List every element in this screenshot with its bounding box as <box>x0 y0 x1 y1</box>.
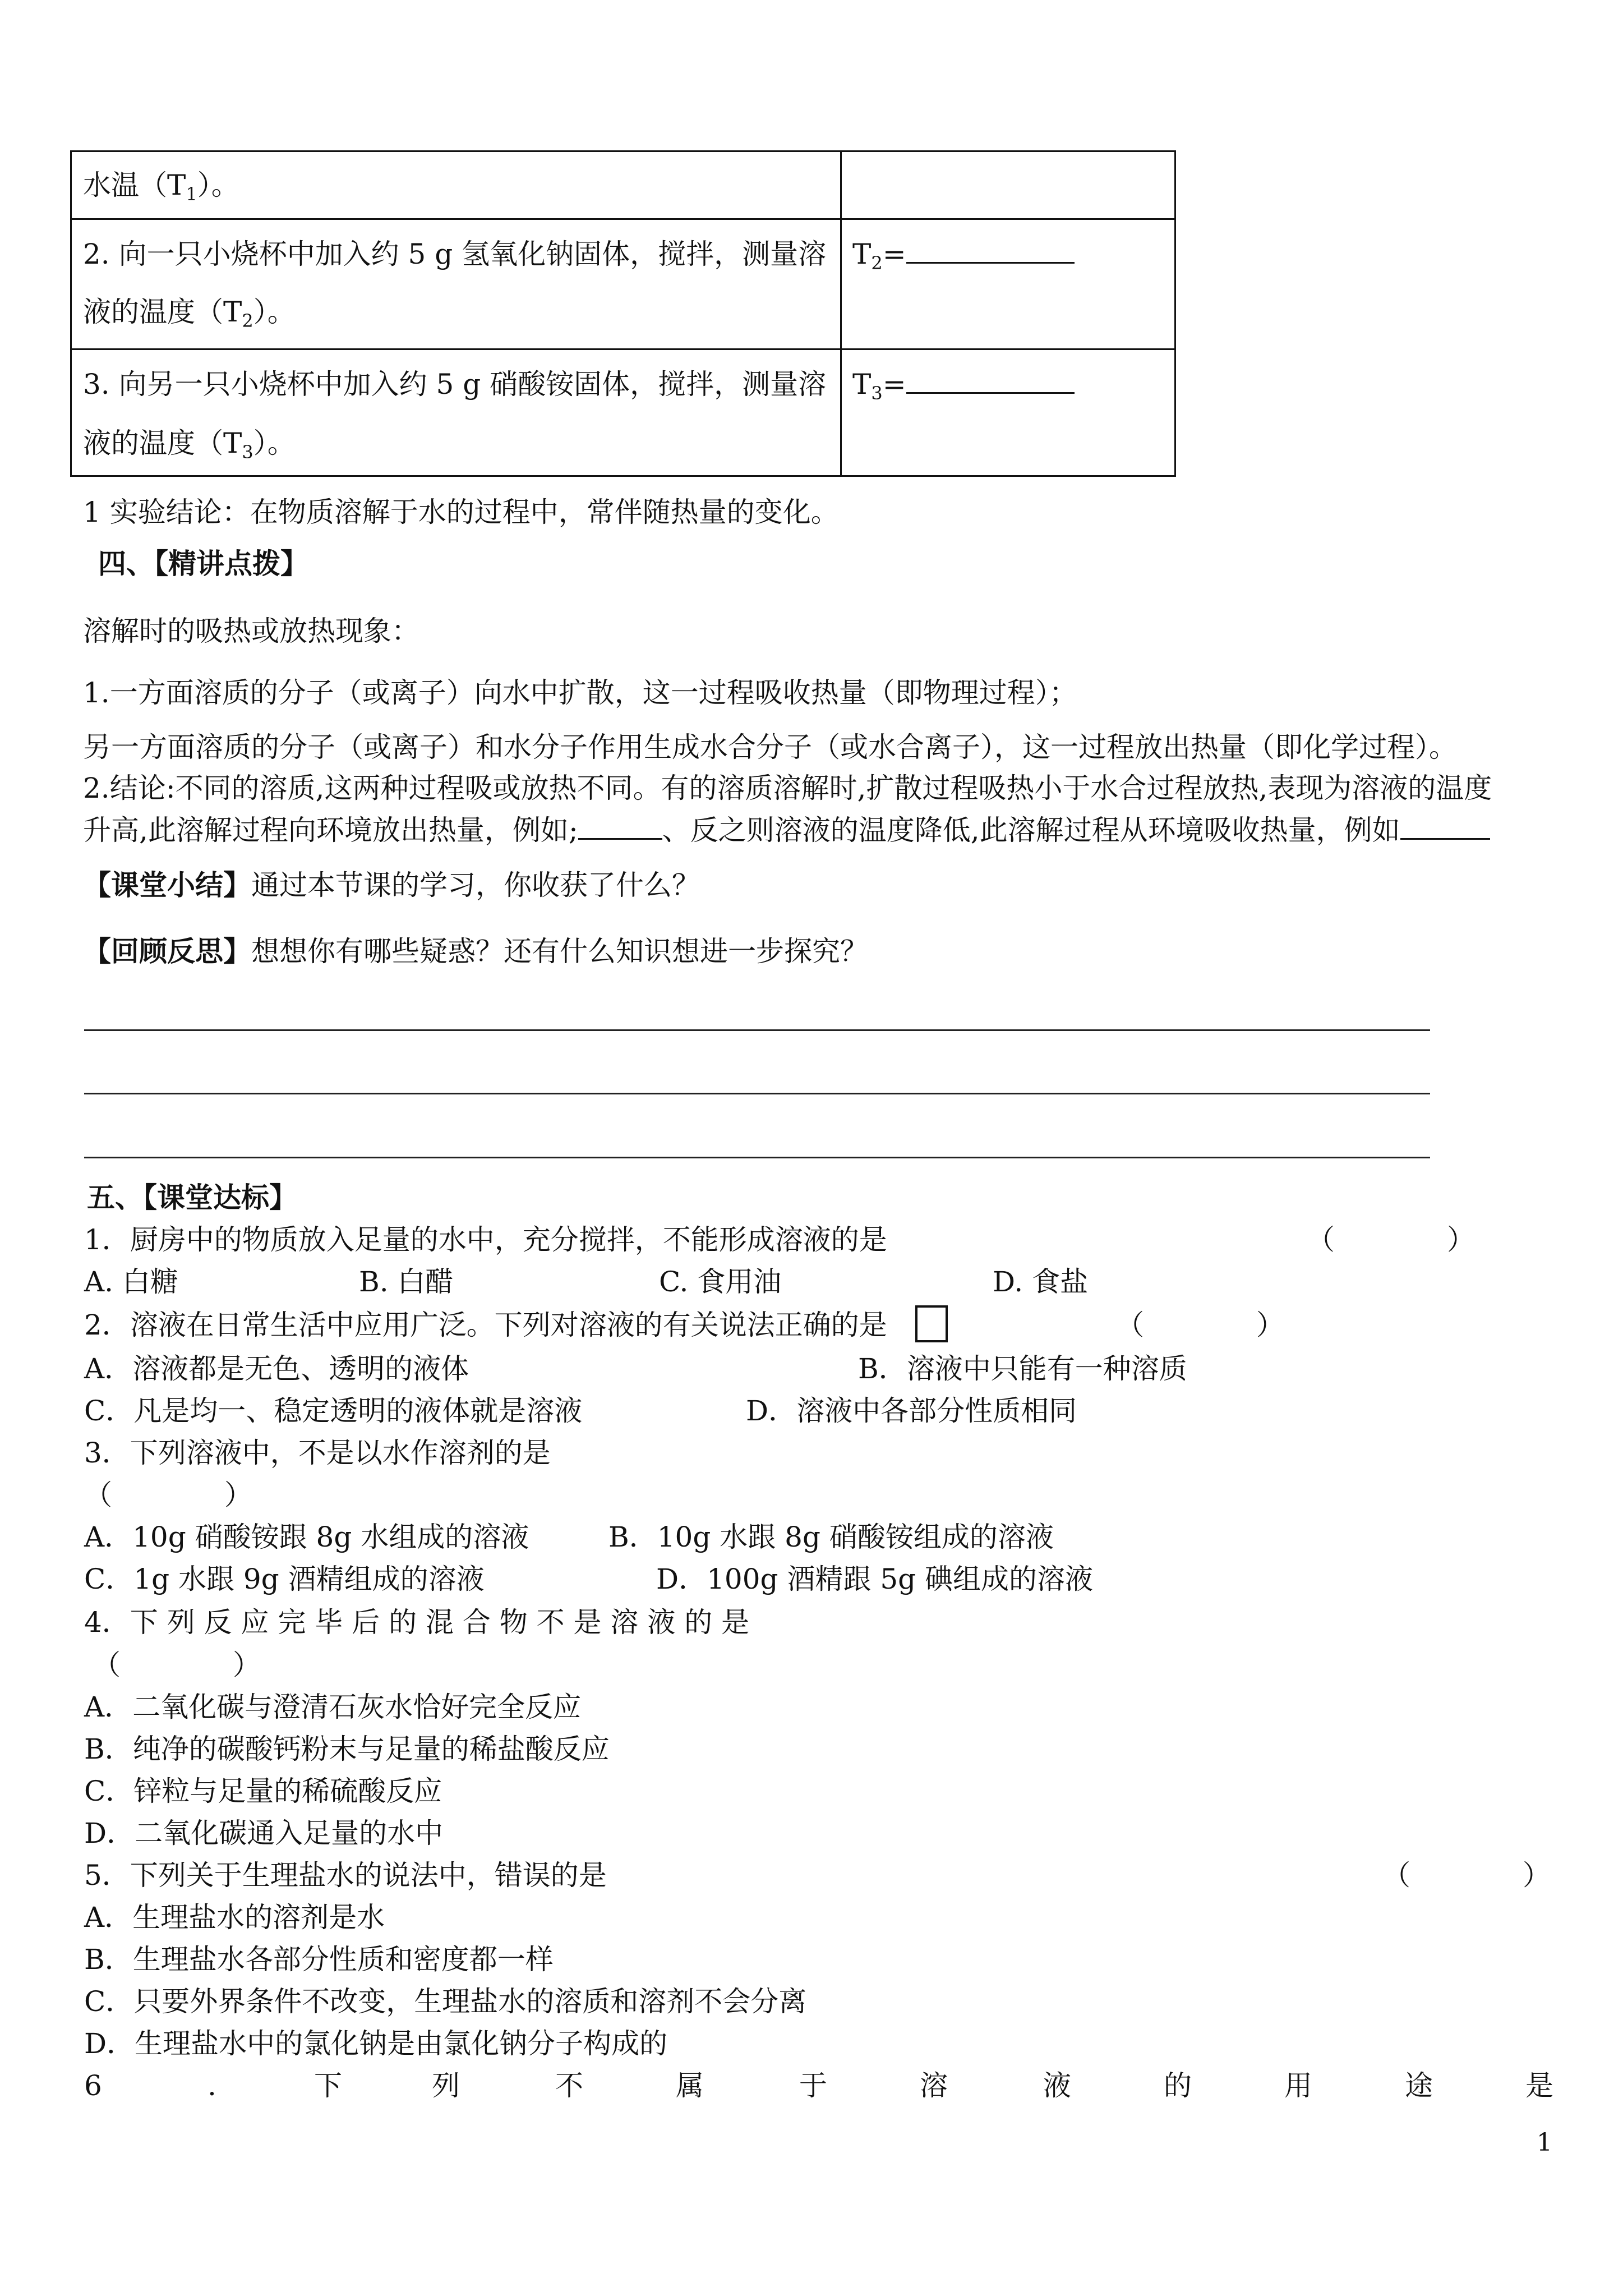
question4-option-a: A．二氧化碳与澄清石灰水恰好完全反应 <box>84 1691 582 1723</box>
section4-paragraph2: 另一方面溶质的分子（或离子）和水分子作用生成水合分子（或水合离子），这一过程放出热量（即化学过程）。 <box>83 731 1457 763</box>
question6-word: 6 <box>84 2069 102 2102</box>
experiment-conclusion: 1 实验结论：在物质溶解于水的过程中，常伴随热量的变化。 <box>83 496 839 528</box>
table-row3-step-line2: 液的温度$(T_3)$。 <box>83 427 296 463</box>
question6-word: 溶 <box>920 2069 948 2102</box>
writing-line[interactable] <box>84 1093 1430 1094</box>
section4-paragraph1: 1.一方面溶质的分子（或离子）向水中扩散，这一过程吸收热量（即物理过程）； <box>83 677 1077 709</box>
question1-option-d: D. 食盐 <box>993 1266 1089 1298</box>
question2-option-c: C．凡是均一、稳定透明的液体就是溶液 <box>84 1395 583 1427</box>
question3-option-b: B．10g 水跟 8g 硝酸铵组成的溶液 <box>608 1521 1054 1553</box>
table-row-divider <box>72 348 1174 350</box>
question1-option-a: A. 白糖 <box>84 1266 178 1298</box>
question4-option-c: C．锌粒与足量的稀硫酸反应 <box>84 1775 442 1807</box>
answer-blank[interactable] <box>906 370 1075 394</box>
question6-word: 是 <box>1525 2069 1553 2102</box>
question1-stem: 1．厨房中的物质放入足量的水中，充分搅拌，不能形成溶液的是 <box>84 1223 887 1256</box>
table-row2-step-line1: 2. 向一只小烧杯中加入约 5 g 氢氧化钠固体，搅拌，测量溶 <box>83 238 827 270</box>
answer-blank[interactable] <box>1400 816 1490 840</box>
question4-option-d: D．二氧化碳通入足量的水中 <box>84 1817 444 1849</box>
section4-heading: 四、【精讲点拨】 <box>98 547 308 580</box>
question6-word: 的 <box>1164 2069 1192 2102</box>
question1-option-c: C. 食用油 <box>659 1266 782 1298</box>
question2-stem: 2．溶液在日常生活中应用广泛。下列对溶液的有关说法正确的是 <box>84 1309 887 1341</box>
table-row3-step-line1: 3. 向另一只小烧杯中加入约 5 g 硝酸铵固体，搅拌，测量溶 <box>83 368 827 401</box>
table-row-divider <box>72 218 1174 220</box>
question2-answer-paren[interactable]: （ ） <box>1116 1309 1284 1341</box>
question2-option-b: B．溶液中只能有一种溶质 <box>858 1352 1187 1385</box>
question1-option-b: B. 白醋 <box>359 1266 454 1298</box>
question3-stem: 3．下列溶液中，不是以水作溶剂的是 <box>84 1437 551 1469</box>
answer-blank[interactable] <box>578 816 662 840</box>
question6-word: 于 <box>799 2069 827 2102</box>
question5-answer-paren[interactable]: （ ） <box>1382 1859 1551 1892</box>
answer-blank[interactable] <box>906 240 1075 264</box>
answer-box[interactable] <box>915 1305 948 1342</box>
question5-option-d: D．生理盐水中的氯化钠是由氯化钠分子构成的 <box>84 2027 668 2060</box>
table-row1-step: 水温$(T_1)$。 <box>83 169 239 205</box>
writing-line[interactable] <box>84 1157 1430 1158</box>
writing-line[interactable] <box>84 1029 1430 1031</box>
question3-option-d: D．100g 酒精跟 5g 碘组成的溶液 <box>656 1563 1094 1595</box>
question1-answer-paren[interactable]: （ ） <box>1307 1223 1475 1256</box>
question6-word: . <box>208 2069 216 2102</box>
question4-option-b: B．纯净的碳酸钙粉末与足量的稀盐酸反应 <box>84 1733 610 1765</box>
question5-option-c: C．只要外界条件不改变，生理盐水的溶质和溶剂不会分离 <box>84 1985 807 2018</box>
question3-option-a: A．10g 硝酸铵跟 8g 水组成的溶液 <box>84 1521 529 1553</box>
table-column-divider <box>840 152 842 475</box>
question5-option-a: A．生理盐水的溶剂是水 <box>84 1901 385 1934</box>
question6-word: 不 <box>555 2069 583 2102</box>
class-summary: 【课堂小结】通过本节课的学习，你收获了什么？ <box>83 869 700 901</box>
section4-conclusion-line1: 2.结论:不同的溶质,这两种过程吸或放热不同。有的溶质溶解时,扩散过程吸热小于水合过程放热,表现为溶液的温度 <box>83 772 1492 804</box>
question6-word: 液 <box>1043 2069 1071 2102</box>
review-reflection: 【回顾反思】想想你有哪些疑惑？还有什么知识想进一步探究？ <box>83 935 868 968</box>
question2-option-a: A．溶液都是无色、透明的液体 <box>84 1352 469 1385</box>
section4-intro: 溶解时的吸热或放热现象： <box>83 615 419 647</box>
question5-option-b: B．生理盐水各部分性质和密度都一样 <box>84 1943 554 1976</box>
question2-option-d: D．溶液中各部分性质相同 <box>746 1395 1077 1427</box>
question6-word: 属 <box>676 2069 704 2102</box>
section4-conclusion-line2: 升高,此溶解过程向环境放出热量，例如; 、反之则溶液的温度降低,此溶解过程从环境吸收热量，例如 <box>83 813 1490 847</box>
page-number: 1 <box>1537 2128 1552 2157</box>
question5-stem: 5．下列关于生理盐水的说法中，错误的是 <box>84 1859 607 1892</box>
table-row2-result: $T_2=$ <box>852 237 1075 280</box>
question6-word: 下 <box>314 2069 342 2102</box>
table-row2-step-line2: 液的温度$(T_2)$。 <box>83 296 296 332</box>
question3-answer-paren[interactable]: （ ） <box>84 1479 252 1511</box>
question6-word: 用 <box>1284 2069 1312 2102</box>
question6-word: 列 <box>432 2069 460 2102</box>
section5-heading: 五、【课堂达标】 <box>87 1181 297 1214</box>
question4-answer-paren[interactable]: （ ） <box>93 1649 261 1681</box>
question4-stem: 4．下 列 反 应 完 毕 后 的 混 合 物 不 是 溶 液 的 是 <box>84 1606 750 1639</box>
question6-word: 途 <box>1405 2069 1433 2102</box>
question3-option-c: C．1g 水跟 9g 酒精组成的溶液 <box>84 1563 485 1595</box>
table-row3-result: $T_3=$ <box>852 367 1075 410</box>
